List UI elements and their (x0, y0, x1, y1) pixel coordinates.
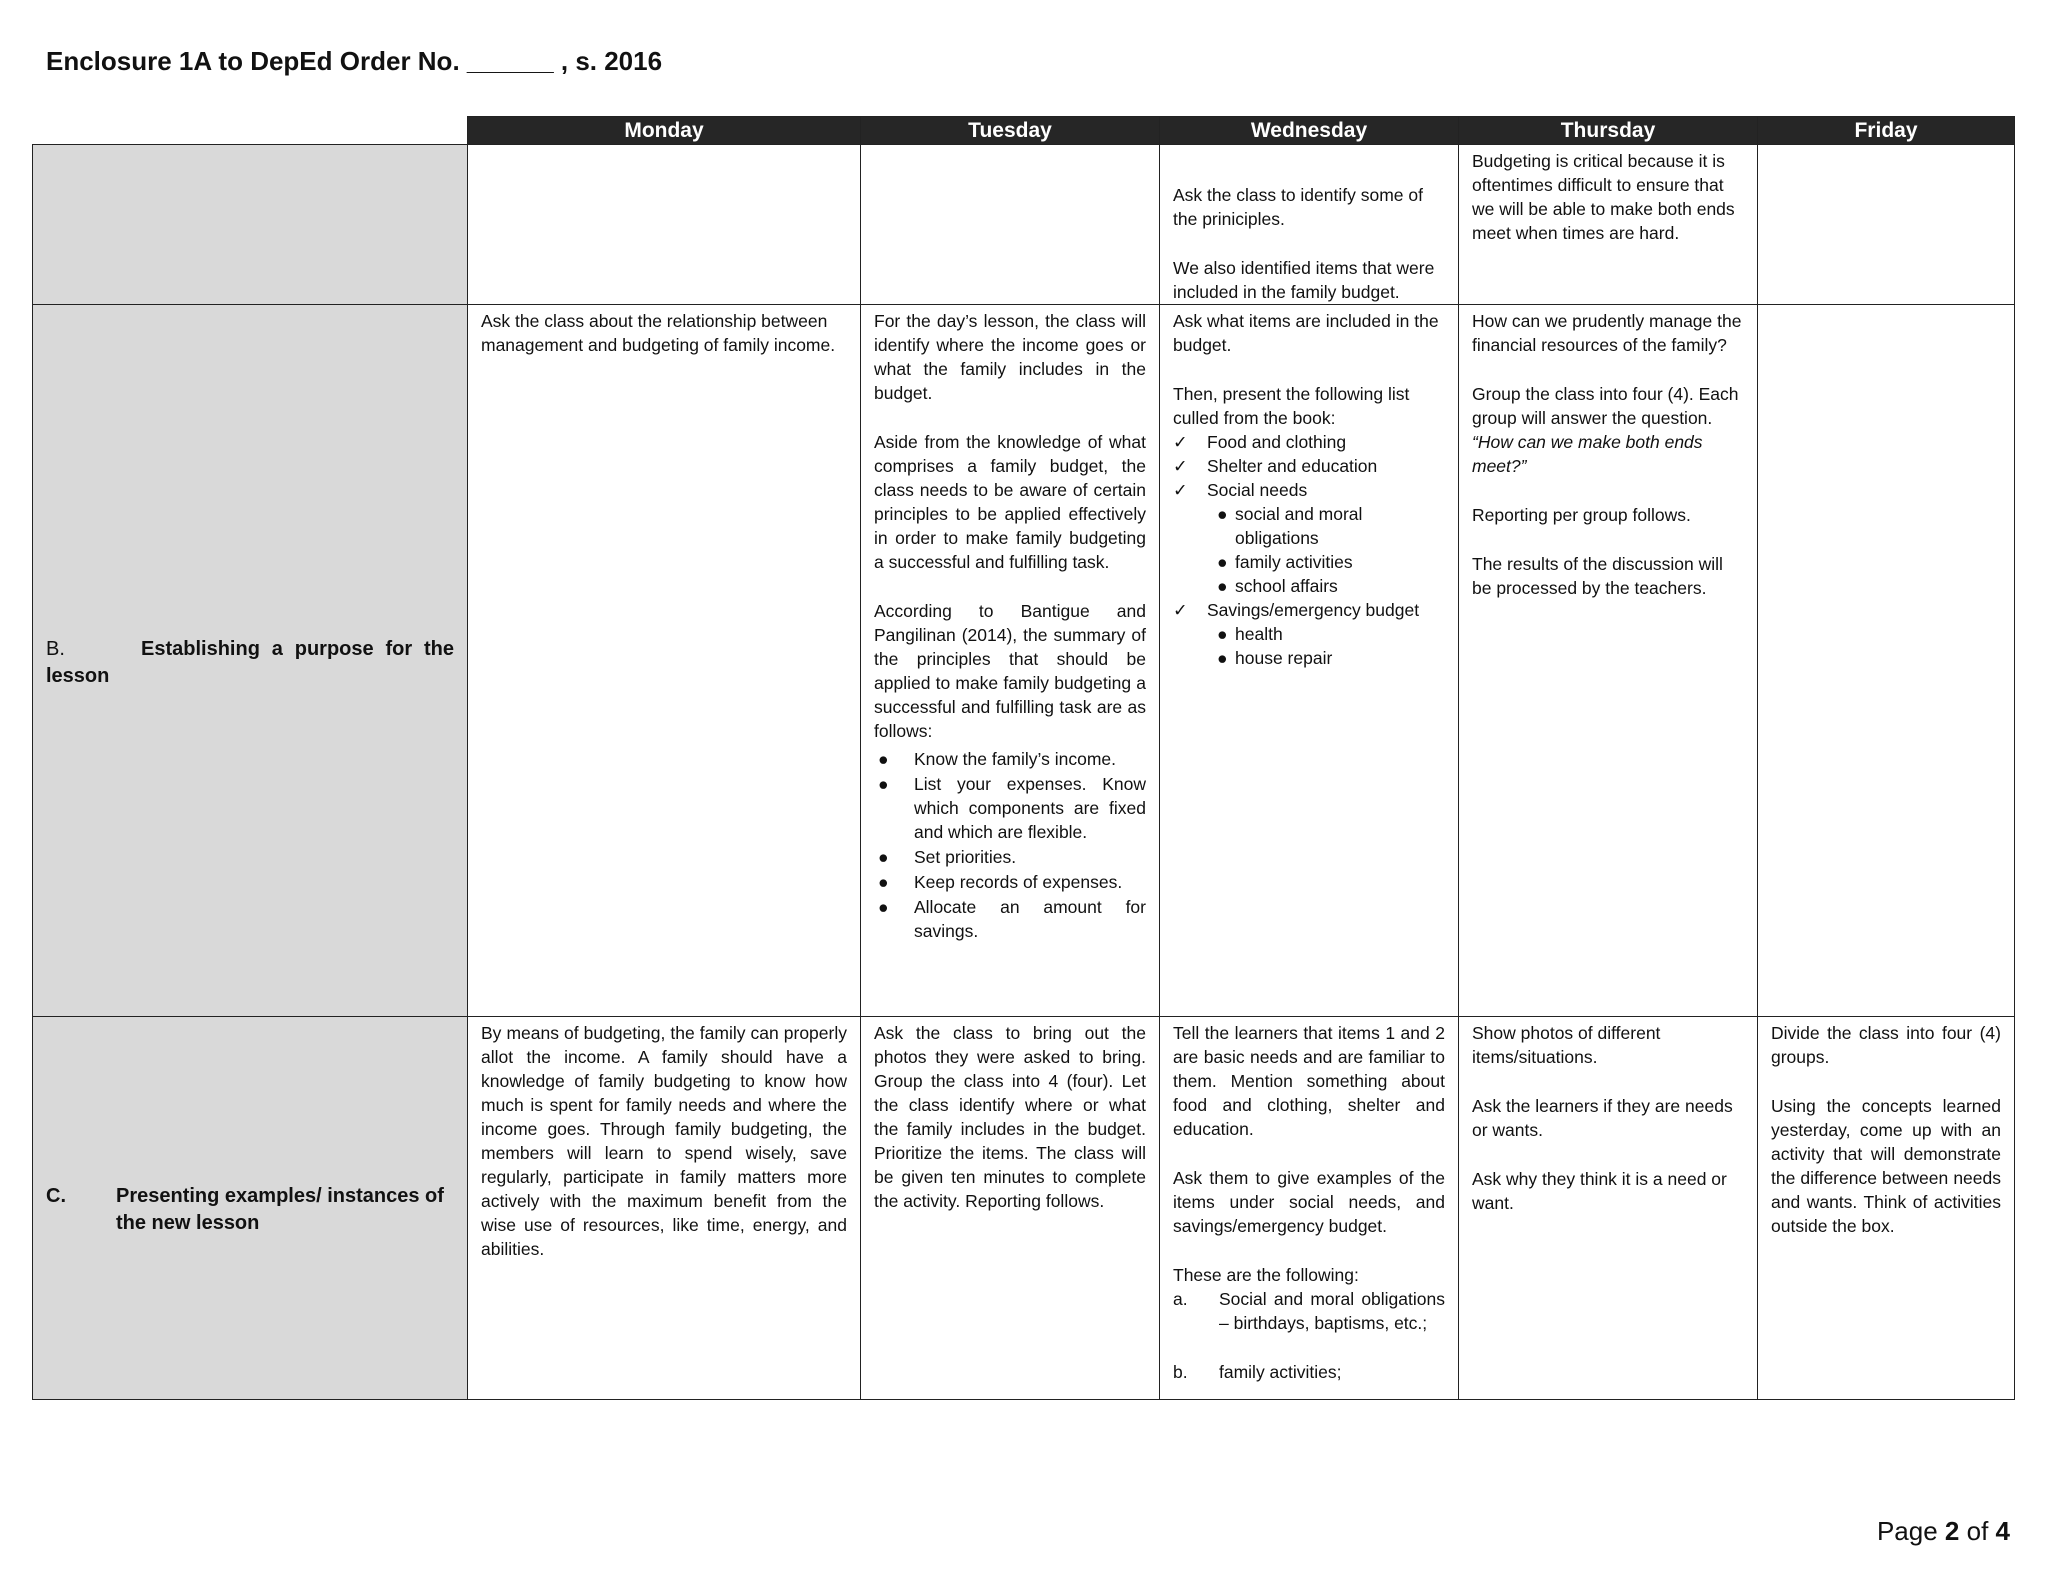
bullet-icon: ● (1217, 552, 1228, 572)
cell-text: Divide the class into four (4) groups. (1771, 1023, 2001, 1067)
list-item: ● school affairs (1217, 576, 1338, 596)
cell-thursday (1459, 145, 1758, 305)
list-item: ✓ Food and clothing (1173, 432, 1347, 452)
list-item: ✓ Savings/emergency budget ● health ● house repair (1207, 598, 1445, 670)
list-item: a. Social and moral obligations – birthdays, baptisms, etc.; (1173, 1289, 1445, 1333)
bullet-icon: ● (878, 749, 889, 769)
cell-friday (1758, 145, 2015, 305)
table-row (33, 145, 2015, 305)
row-label-text: the new lesson (116, 1212, 260, 1234)
list-item: ✓ Shelter and education (1173, 456, 1378, 476)
day-header-wednesday: Wednesday (1160, 117, 1459, 145)
cell-question: “How can we make both ends meet?” (1472, 432, 1703, 476)
cell-text: Ask the class to identify some of the priniciples. (1173, 185, 1423, 229)
cell-text: Ask them to give examples of the items under social needs, and savings/emergency budget. (1173, 1168, 1445, 1236)
cell-tuesday (861, 145, 1160, 305)
checkmark-icon: ✓ (1173, 600, 1188, 620)
document-title: Enclosure 1A to DepEd Order No. ______ , s. 2016 (46, 46, 663, 76)
row-label-b (33, 305, 468, 1017)
list-item: ● Know the family’s income. (878, 749, 1116, 769)
table-row (33, 1017, 2015, 1400)
row-label-text: Presenting examples/ instances of (116, 1185, 444, 1207)
bullet-icon: ● (1217, 504, 1228, 524)
cell-monday (468, 305, 861, 1017)
cell-text: The results of the discussion will be processed by the teachers. (1472, 554, 1723, 598)
bullet-icon: ● (878, 872, 889, 892)
list-item: b. family activities; (1173, 1362, 1342, 1382)
page-number: Page 2 of 4 (1876, 1516, 2010, 1546)
list-item: ● List your expenses. Know which components are fixed and which are flexible. (878, 774, 1146, 842)
cell-text: Aside from the knowledge of what comprises a family budget, the class needs to be aware of certain principles to be applied effectively in order to make family budgeting a successful and fulfilling task. (874, 432, 1146, 572)
checkmark-icon: ✓ (1173, 432, 1188, 452)
cell-text: Show photos of different items/situations. (1472, 1023, 1661, 1067)
cell-thursday (1459, 305, 1758, 1017)
cell-wednesday (1160, 1017, 1459, 1400)
cell-friday (1758, 1017, 2015, 1400)
row-letter: C. (46, 1185, 66, 1207)
cell-text: By means of budgeting, the family can properly allot the income. A family should have a knowledge of family budgeting to know how much is spent for family needs and where the income goes. Through family budgeting, the members will learn to spend wisely, save regularly, participate in family matters more actively with the maximum benefit from the wise use of resources, like time, energy, and abilities. (481, 1023, 847, 1259)
corner-cell (33, 117, 468, 145)
cell-text: Using the concepts learned yesterday, come up with an activity that will demonstrate the difference between needs and wants. Think of activities outside the box. (1771, 1096, 2001, 1236)
cell-text: Ask why they think it is a need or want. (1472, 1169, 1727, 1213)
cell-text: Ask the class about the relationship between management and budgeting of family income. (481, 311, 836, 355)
checkmark-icon: ✓ (1173, 480, 1188, 500)
cell-tuesday (861, 305, 1160, 1017)
cell-text: Reporting per group follows. (1472, 505, 1691, 525)
cell-tuesday (861, 1017, 1160, 1400)
sub-list (1207, 502, 1445, 598)
day-header-tuesday: Tuesday (861, 117, 1160, 145)
day-header-monday: Monday (468, 117, 861, 145)
bullet-icon: ● (878, 897, 889, 917)
bullet-icon: ● (878, 774, 889, 794)
bullet-icon: ● (1217, 576, 1228, 596)
day-header-friday: Friday (1758, 117, 2015, 145)
cell-text: For the day’s lesson, the class will identify where the income goes or what the family includes in the budget. (874, 311, 1146, 403)
row-label-text: Establishing a purpose for the (141, 637, 454, 660)
cell-thursday (1459, 1017, 1758, 1400)
lesson-plan-table (32, 116, 2015, 1400)
cell-text: We also identified items that were included in the family budget. (1173, 258, 1435, 302)
row-label-c (33, 1017, 468, 1400)
cell-friday (1758, 305, 2015, 1017)
cell-text: Ask the learners if they are needs or wants. (1472, 1096, 1733, 1140)
cell-monday (468, 1017, 861, 1400)
list-item: ● social and moral obligations (1217, 504, 1363, 548)
day-header-thursday: Thursday (1459, 117, 1758, 145)
cell-text: Ask what items are included in the budget. (1173, 311, 1439, 355)
cell-text: Budgeting is critical because it is oftentimes difficult to ensure that we will be able to make both ends meet when times are hard. (1472, 151, 1735, 243)
cell-monday (468, 145, 861, 305)
examples-list (1173, 1287, 1445, 1384)
sub-list (1207, 622, 1445, 670)
cell-text: Tell the learners that items 1 and 2 are basic needs and are familiar to them. Mention something about food and clothing, shelter and education. (1173, 1023, 1445, 1139)
list-item: ● Keep records of expenses. (878, 872, 1123, 892)
list-item: ● house repair (1217, 648, 1333, 668)
bullet-icon: ● (1217, 648, 1228, 668)
cell-text: According to Bantigue and Pangilinan (2014), the summary of the principles that should be applied to make family budgeting a successful and fulfilling task are as follows: (874, 601, 1146, 741)
list-item: ✓ Social needs ● social and moral obligations ● family activities ● school affairs (1207, 478, 1445, 598)
cell-text: Group the class into four (4). Each group will answer the question. (1472, 384, 1739, 428)
cell-wednesday (1160, 305, 1459, 1017)
list-item: ● health (1217, 624, 1283, 644)
list-item: ● Set priorities. (878, 847, 1017, 867)
budget-items-list (1173, 430, 1445, 670)
day-header-row (33, 117, 2015, 145)
row-label-empty (33, 145, 468, 305)
cell-text: Then, present the following list culled from the book: (1173, 384, 1410, 428)
checkmark-icon: ✓ (1173, 456, 1188, 476)
principles-list (874, 747, 1146, 943)
list-item: ● family activities (1217, 552, 1353, 572)
cell-text: How can we prudently manage the financial resources of the family? (1472, 311, 1742, 355)
cell-wednesday (1160, 145, 1459, 305)
cell-text: These are the following: (1173, 1265, 1359, 1285)
table-row (33, 305, 2015, 1017)
row-letter: B. (46, 637, 65, 660)
bullet-icon: ● (1217, 624, 1228, 644)
row-label-text: lesson (46, 664, 110, 687)
list-item: ● Allocate an amount for savings. (878, 897, 1146, 941)
cell-text: Ask the class to bring out the photos they were asked to bring. Group the class into 4 (four). Let the class identify where or what the family includes in the budget. Prioritize the items. The class will be given ten minutes to complete the activity. Reporting follows. (874, 1023, 1146, 1211)
bullet-icon: ● (878, 847, 889, 867)
